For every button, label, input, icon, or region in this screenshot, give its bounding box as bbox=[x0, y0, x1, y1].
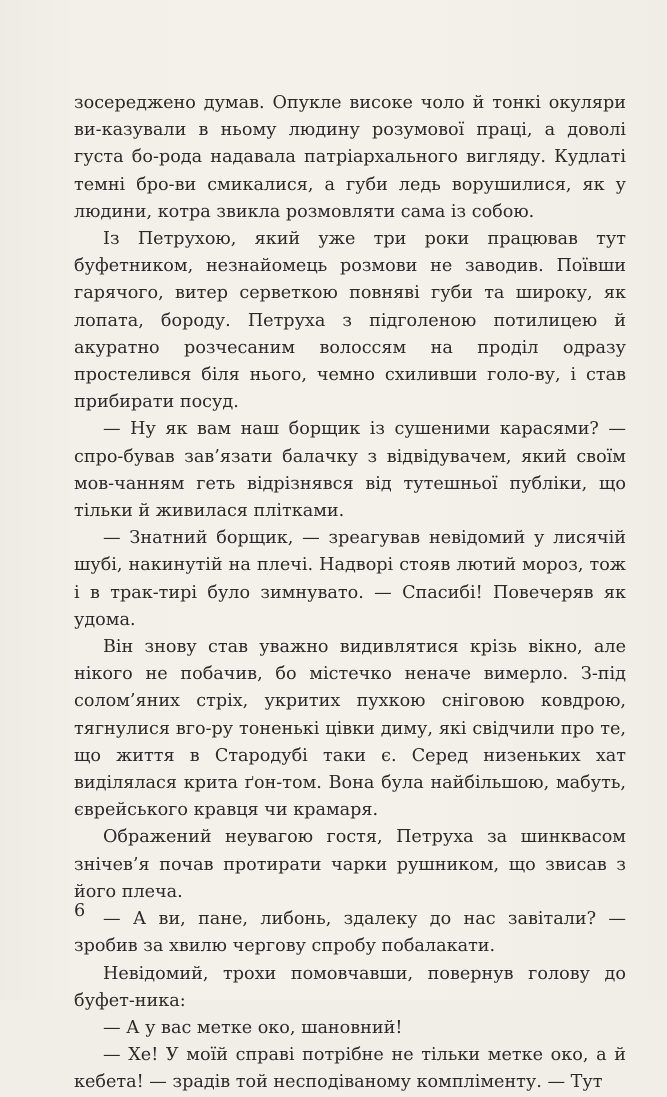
paragraph: Ображений неувагою гостя, Петруха за шинквасом знічев’я почав протирати чарки рушником, що звисав з його плеча. bbox=[74, 827, 626, 902]
dialogue-paragraph: — Ну як вам наш борщик із сушеними карасями? — спро-бував зав’язати балачку з відвідувачем, який своїм мов-чанням геть відрізнявся від тутешньої публіки, що тільки й живилася плітками. bbox=[74, 419, 626, 522]
body-text bbox=[74, 90, 626, 1097]
paragraph: Невідомий, трохи помовчавши, повернув голову до буфет-ника: bbox=[74, 963, 626, 1011]
page-number: 6 bbox=[74, 901, 86, 921]
dialogue-paragraph: — А ви, пане, либонь, здалеку до нас завітали? — зробив за хвилю чергову спробу побалакати. bbox=[74, 909, 626, 957]
paragraph: Із Петрухою, який уже три роки працював тут буфетником, незнайомець розмови не заводив. Поївши гарячого, витер серветкою повняві губи та широку, як лопата, бороду. Петруха з підголеною потилицею й акуратно розчесаним волоссям на проділ одразу простелився біля нього, чемно схиливши голо-ву, і став прибирати посуд. bbox=[74, 229, 626, 413]
dialogue-paragraph: — Хе! У моїй справі потрібне не тільки метке око, а й кебета! — зрадів той несподіваному компліменту. — Тут bbox=[74, 1045, 626, 1093]
dialogue-paragraph: — А у вас метке око, шановний! bbox=[103, 1017, 403, 1038]
dialogue-paragraph: — Знатний борщик, — зреагував невідомий у лисячій шубі, накинутій на плечі. Надворі стояв лютий мороз, тож і в трак-тирі було зимнувато. — Спасибі! Повечеряв як удома. bbox=[74, 528, 626, 630]
paragraph: зосереджено думав. Опукле високе чоло й тонкі окуляри ви-казували в ньому людину розумової праці, а доволі густа бо-рода надавала патріархального вигляду. Кудлаті темні бро-ви смикалися, а губи ледь ворушилися, як у людини, котра звикла розмовляти сама із собою. bbox=[74, 93, 626, 222]
paragraph: Він знову став уважно видивлятися крізь вікно, але нікого не побачив, бо містечко неначе вимерло. З-під солом’яних стріх, укритих пухкою сніговою ковдрою, тягнулися вго-ру тоненькі цівки диму, які свідчили про те, що життя в Стародубі таки є. Серед низеньких хат виділялася крита ґон-том. Вона була найбільшою, мабуть, єврейського кравця чи крамаря. bbox=[74, 637, 626, 821]
